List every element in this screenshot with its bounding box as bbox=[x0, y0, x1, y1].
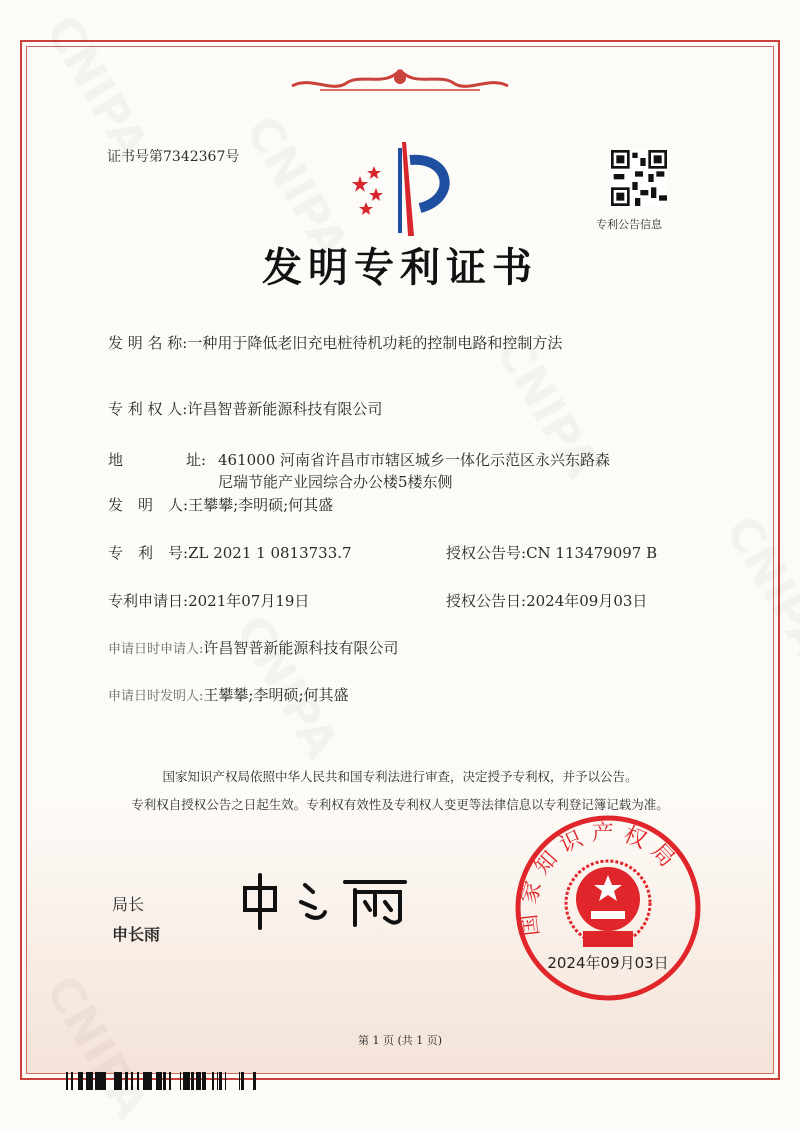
field-applicant-at-filing bbox=[108, 637, 398, 661]
field-label: 专利申请日: bbox=[108, 592, 189, 610]
field-label: 发 明 名 称: bbox=[108, 334, 188, 352]
field-value: CN 113479097 B bbox=[526, 544, 658, 562]
signatory-title: 局长 bbox=[112, 895, 145, 914]
field-address bbox=[108, 449, 610, 493]
cnipa-logo bbox=[340, 138, 470, 238]
field-label: 专 利 权 人: bbox=[108, 400, 188, 418]
field-value: ZL 2021 1 0813733.7 bbox=[188, 544, 352, 562]
certificate-number: 证书号第7342367号 bbox=[107, 149, 240, 165]
handwritten-signature bbox=[235, 870, 415, 930]
field-label: 发 明 人: bbox=[108, 496, 189, 514]
field-patentee bbox=[108, 398, 382, 420]
seal-date: 2024年09月03日 bbox=[547, 954, 669, 972]
field-value: 2021年07月19日 bbox=[188, 592, 310, 610]
field-grant-pub-date bbox=[446, 590, 647, 612]
field-value-line: 尼瑞节能产业园综合办公楼5楼东侧 bbox=[218, 473, 453, 491]
field-value: 2024年09月03日 bbox=[526, 592, 648, 610]
field-label: 申请日时发明人: bbox=[108, 689, 204, 704]
field-value: 王攀攀;李明硕;何其盛 bbox=[188, 496, 334, 514]
qr-code[interactable] bbox=[611, 150, 667, 206]
field-patent-number bbox=[108, 542, 352, 564]
field-value-line: 461000 河南省许昌市市辖区城乡一体化示范区永兴东路森 bbox=[218, 451, 611, 469]
field-label: 地 bbox=[108, 451, 124, 469]
official-seal bbox=[513, 813, 703, 1003]
top-ornament bbox=[290, 68, 510, 94]
field-filing-date bbox=[108, 590, 309, 612]
field-value: 王攀攀;李明硕;何其盛 bbox=[203, 686, 349, 704]
statement-line-2: 专利权自授权公告之日起生效。专利权有效性及专利权人变更等法律信息以专利登记簿记载为准。 bbox=[131, 797, 669, 812]
field-label: 址: bbox=[186, 451, 207, 469]
field-value: 许昌智普新能源科技有限公司 bbox=[187, 400, 383, 418]
page-footer: 第 1 页 (共 1 页) bbox=[357, 1034, 443, 1047]
field-inventors bbox=[108, 494, 333, 516]
field-value: 许昌智普新能源科技有限公司 bbox=[203, 639, 399, 657]
field-label: 专 利 号: bbox=[108, 544, 189, 562]
signatory-name: 申长雨 bbox=[112, 925, 161, 944]
field-label: 授权公告号: bbox=[446, 544, 527, 562]
field-label: 授权公告日: bbox=[446, 592, 527, 610]
field-grant-pub-number bbox=[446, 542, 657, 564]
field-inventor-at-filing bbox=[108, 684, 349, 708]
field-value: 一种用于降低老旧充电桩待机功耗的控制电路和控制方法 bbox=[187, 334, 563, 352]
field-invention-name bbox=[108, 332, 562, 354]
svg-text:国家知识产权局: 国家知识产权局 bbox=[515, 820, 685, 938]
qr-label: 专利公告信息 bbox=[596, 218, 662, 231]
certificate-title: 发明专利证书 bbox=[262, 245, 538, 291]
field-label: 申请日时申请人: bbox=[108, 642, 204, 657]
statement-line-1: 国家知识产权局依照中华人民共和国专利法进行审查，决定授予专利权，并予以公告。 bbox=[162, 769, 638, 784]
barcode bbox=[66, 1072, 256, 1090]
